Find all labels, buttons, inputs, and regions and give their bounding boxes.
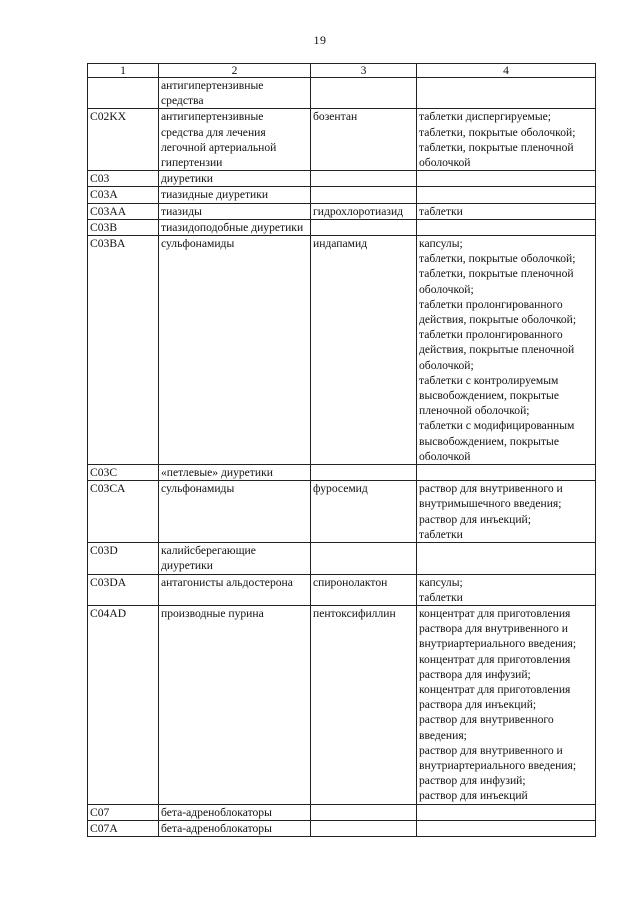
atc-code-cell: C03C xyxy=(88,465,159,481)
table-row xyxy=(88,605,596,804)
forms-cell xyxy=(417,78,596,109)
substance-cell xyxy=(311,171,417,187)
atc-code-cell: C04AD xyxy=(88,605,159,804)
page-number: 19 xyxy=(313,33,327,47)
atc-code-cell: C03 xyxy=(88,171,159,187)
group-cell: производные пурина xyxy=(159,605,311,804)
column-header-3: 3 xyxy=(311,64,417,78)
substance-cell xyxy=(311,78,417,109)
substance-cell: спиронолактон xyxy=(311,574,417,605)
group-cell: калийсберегающие диуретики xyxy=(159,543,311,574)
forms-cell xyxy=(417,543,596,574)
table-row xyxy=(88,236,596,465)
atc-code-cell: C03D xyxy=(88,543,159,574)
atc-code-cell xyxy=(88,78,159,109)
atc-code-cell: C03DA xyxy=(88,574,159,605)
forms-text: концентрат для приготовления раствора для внутривенного и внутриартериального введения; концентрат для приготовления раствора для инфузий; концентрат для приготовления раствора для инъекций; раствор для внутривенного введения; раствор для внутривенного и внутриартериального введения; раствор для инфузий; раствор для инъекций xyxy=(419,606,577,803)
forms-cell xyxy=(417,804,596,820)
group-cell: антигипертензивные средства xyxy=(159,78,311,109)
table-row xyxy=(88,820,596,836)
forms-cell xyxy=(417,574,596,605)
table-row xyxy=(88,219,596,235)
forms-cell xyxy=(417,109,596,171)
group-cell: антигипертензивные средства для лечения легочной артериальной гипертензии xyxy=(159,109,311,171)
group-cell: тиазиды xyxy=(159,203,311,219)
substance-cell: пентоксифиллин xyxy=(311,605,417,804)
table-row xyxy=(88,203,596,219)
forms-cell xyxy=(417,171,596,187)
group-cell: тиазидоподобные диуретики xyxy=(159,219,311,235)
atc-code-cell: C02KX xyxy=(88,109,159,171)
group-cell: бета-адреноблокаторы xyxy=(159,804,311,820)
group-cell: «петлевые» диуретики xyxy=(159,465,311,481)
table-row xyxy=(88,187,596,203)
column-header-2: 2 xyxy=(159,64,311,78)
table-row xyxy=(88,465,596,481)
forms-text: капсулы; таблетки xyxy=(419,575,463,604)
forms-cell xyxy=(417,236,596,465)
substance-cell xyxy=(311,543,417,574)
header-row xyxy=(88,64,596,78)
substance-cell xyxy=(311,187,417,203)
forms-cell xyxy=(417,465,596,481)
group-cell: сульфонамиды xyxy=(159,236,311,465)
substance-cell xyxy=(311,465,417,481)
group-cell: сульфонамиды xyxy=(159,481,311,543)
table-row xyxy=(88,804,596,820)
atc-code-cell: C03CA xyxy=(88,481,159,543)
forms-cell xyxy=(417,203,596,219)
forms-cell xyxy=(417,820,596,836)
substance-cell: бозентан xyxy=(311,109,417,171)
forms-text: таблетки диспергируемые; таблетки, покрытые оболочкой; таблетки, покрытые пленочной оболочкой xyxy=(419,110,576,170)
atc-code-cell: C03AA xyxy=(88,203,159,219)
forms-text: капсулы; таблетки, покрытые оболочкой; таблетки, покрытые пленочной оболочкой; таблетки пролонгированного действия, покрытые оболочкой; таблетки пролонгированного действия, покрытые пленочной оболочкой; таблетки с контролируемым высвобождением, покрытые пленочной оболочкой; таблетки с модифицированным высвобождением, покрытые оболочкой xyxy=(419,237,577,463)
atc-code-cell: C03BA xyxy=(88,236,159,465)
group-cell: диуретики xyxy=(159,171,311,187)
substance-cell xyxy=(311,804,417,820)
table-row xyxy=(88,543,596,574)
atc-code-cell: C07A xyxy=(88,820,159,836)
atc-code-cell: C03B xyxy=(88,219,159,235)
atc-code-cell: C07 xyxy=(88,804,159,820)
substance-cell xyxy=(311,219,417,235)
substance-cell: фуросемид xyxy=(311,481,417,543)
substance-cell: индапамид xyxy=(311,236,417,465)
forms-cell xyxy=(417,481,596,543)
table-row xyxy=(88,78,596,109)
forms-text: раствор для внутривенного и внутримышечного введения; раствор для инъекций; таблетки xyxy=(419,482,563,541)
table-row xyxy=(88,481,596,543)
forms-cell xyxy=(417,219,596,235)
group-cell: тиазидные диуретики xyxy=(159,187,311,203)
table-row xyxy=(88,109,596,171)
forms-cell xyxy=(417,605,596,804)
substance-cell: гидрохлоротиазид xyxy=(311,203,417,219)
table-row xyxy=(88,574,596,605)
atc-code-cell: C03A xyxy=(88,187,159,203)
column-header-4: 4 xyxy=(417,64,596,78)
forms-cell xyxy=(417,187,596,203)
column-header-1: 1 xyxy=(88,64,159,78)
group-cell: бета-адреноблокаторы xyxy=(159,820,311,836)
forms-text: таблетки xyxy=(419,204,463,218)
table-row xyxy=(88,171,596,187)
group-cell: антагонисты альдостерона xyxy=(159,574,311,605)
substance-cell xyxy=(311,820,417,836)
drug-table xyxy=(87,63,596,837)
